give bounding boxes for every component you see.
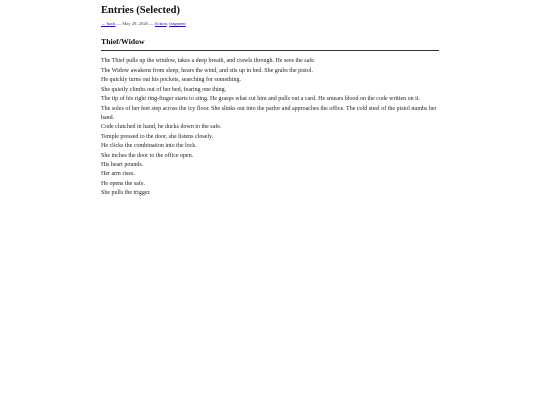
tag-separator: , [166, 21, 170, 26]
story-line: The tip of his right ring-finger starts to sting. He grasps what cut him and pulls out a card. He smears blood on the code written on it. [101, 96, 420, 103]
story-line: He opens the safe. [101, 180, 145, 187]
tag-link-fiction[interactable]: fiction [154, 21, 167, 26]
entry-date: May 28, 2026 [122, 21, 148, 26]
entry-title: Thief/Widow [101, 37, 439, 51]
story-line: She quietly climbs out of her bed, fearing one thing. [101, 86, 227, 93]
story-line: He clicks the combination into the lock. [101, 143, 197, 150]
story-line: The Widow awakens from sleep, hears the wind, and sits up in bed. She grabs the pistol. [101, 67, 313, 74]
story-line: His heart pounds. [101, 161, 144, 168]
story-line: Temple pressed to the door, she listens closely. [101, 133, 214, 140]
back-link[interactable]: ← back [101, 21, 116, 26]
story-line: Code clutched in hand, he ducks down to the safe. [101, 124, 222, 131]
story-line: The soles of her feet step across the icy floor. She slinks out into the parlor and approaches the office. The cold steel of the pistol numbs her hand. [101, 105, 437, 121]
story-line: She pulls the trigger. [101, 190, 151, 197]
site-title: Entries (Selected) [101, 5, 181, 16]
story-line: He quickly turns out his pockets, searching for something. [101, 77, 241, 84]
byline-separator: — [115, 21, 123, 26]
tag-link-fragment[interactable]: fragment [169, 21, 186, 26]
byline [101, 20, 439, 28]
story-line: The Thief pulls up the window, takes a deep breath, and crawls through. He sees the safe. [101, 58, 316, 65]
story-body [101, 57, 439, 198]
story-line: She inches the door to the office open. [101, 152, 194, 159]
entry-page [101, 5, 439, 199]
byline-separator: — [147, 21, 155, 26]
story-line: Her arm rises. [101, 171, 135, 178]
